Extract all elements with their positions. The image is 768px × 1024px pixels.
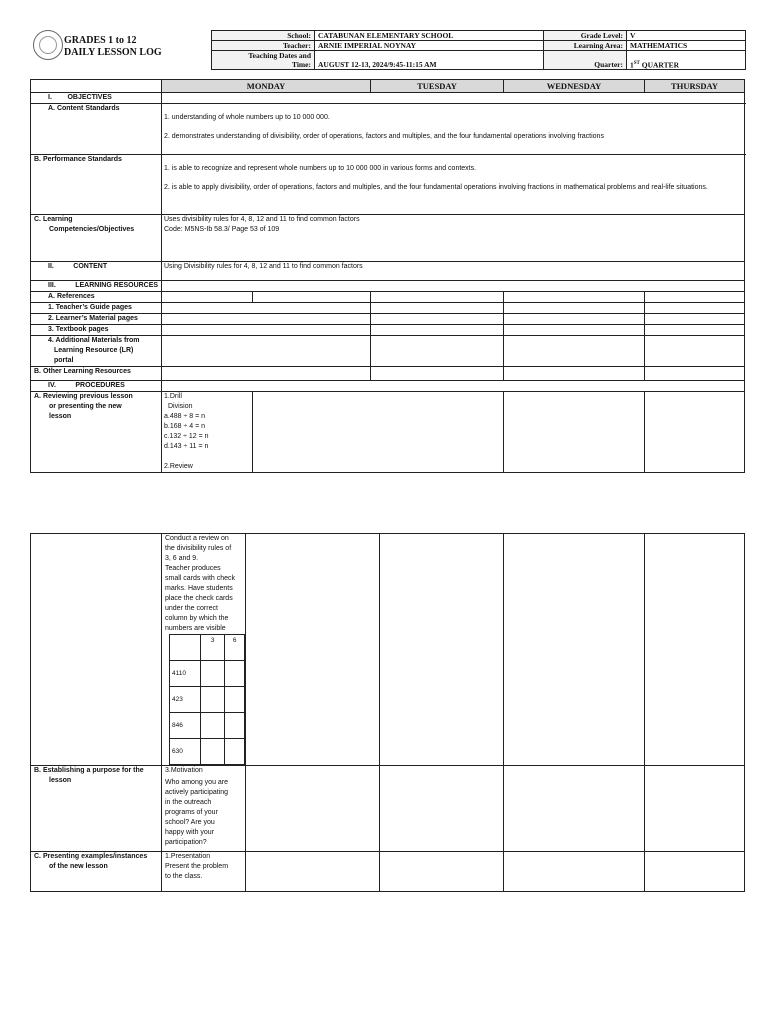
cell [371,303,504,314]
cell [504,766,645,852]
review-line-7: place the check cards [165,595,233,602]
cell [645,367,745,381]
corner-cell [31,80,162,93]
cell [504,336,645,367]
procedures-cell [162,381,745,392]
cell [645,766,745,852]
presentation-line-1: Present the problem [165,863,229,870]
cell [253,392,504,473]
quarter-suffix: ST [633,60,640,66]
establishing-purpose-label [31,766,162,852]
performance-standard-2: 2. is able to apply divisibility, order of operations, factors and multiples, and the four fundamental operations involving fractions in mathematical problems and real-life situations. [164,184,708,191]
cell [645,325,745,336]
objectives-row-cell [162,93,745,104]
review-line-5: small cards with check [165,575,236,582]
performance-standards-cell [162,155,745,215]
divisibility-check-table [169,634,245,765]
monday-presentation-cell [162,852,246,892]
learning-area-value: MATHEMATICS [627,41,746,51]
cell [645,852,745,892]
motivation-line-5: school? Are you [165,819,215,826]
quarter-number: 1 [630,60,634,69]
establishing-label-1: B. Establishing a purpose for the [34,767,144,774]
cell [371,325,504,336]
cell [200,687,225,713]
cell [371,292,504,303]
performance-standard-1: 1. is able to recognize and represent whole numbers up to 10 000 000 in various forms and contexts. [164,165,477,172]
content-standard-2: 2. demonstrates understanding of divisibility, order of operations, factors and multiples, and the four fundamental operations involving fractions [164,133,604,140]
textbook-label: 3. Textbook pages [31,325,162,336]
other-resources-label: B. Other Learning Resources [31,367,162,381]
cell [162,292,253,303]
teachers-guide-label: 1. Teacher’s Guide pages [31,303,162,314]
cell [371,314,504,325]
establishing-label-2: lesson [49,777,72,784]
review-line-1: Conduct a review on [165,535,229,542]
review-line-4: Teacher produces [165,565,221,572]
monday-motivation-cell [162,766,246,852]
cell [380,534,504,766]
teacher-label: Teacher: [212,41,315,51]
content-heading: II. CONTENT [31,262,162,281]
quarter-label: Quarter: [544,51,627,70]
competency-code: Code: M5NS-Ib 58.3/ Page 53 of 109 [164,226,280,233]
cell [504,292,645,303]
review-line-2: the divisibility rules of [165,545,232,552]
title-line-1: GRADES 1 to 12 [64,35,137,46]
cell [246,852,380,892]
motivation-line-7: participation? [165,839,207,846]
competencies-label [31,215,162,262]
deped-seal-inner [39,36,57,54]
monday-drill-cell [162,392,253,473]
performance-standards-label: B. Performance Standards [31,155,162,215]
cell [246,766,380,852]
references-label: A. References [31,292,162,303]
competencies-label-1: C. Learning [34,216,73,223]
content-standards-cell [162,104,745,155]
drill-item-c: c.132 ÷ 12 = n [164,433,209,440]
drill-item-a: a.488 ÷ 8 = n [164,413,206,420]
motivation-line-1: Who among you are [165,779,229,786]
cell [225,661,245,687]
presenting-label-1: C. Presenting examples/instances [34,853,148,860]
reviewing-label-1: A. Reviewing previous lesson [34,393,133,400]
check-header-number [170,635,201,661]
check-row-number: 423 [170,687,201,713]
additional-materials-2: Learning Resource (LR) [54,347,134,354]
cell [504,314,645,325]
cell [504,852,645,892]
content-standards-label: A. Content Standards [31,104,162,155]
motivation-heading: 3.Motivation [165,767,203,774]
check-header-6: 6 [225,635,245,661]
motivation-line-3: in the outreach [165,799,212,806]
lesson-log-table [30,79,745,473]
review-label-cell [31,534,162,766]
cell [200,739,225,765]
quarter-text: QUARTER [639,60,679,69]
cell [380,852,504,892]
cell [246,534,380,766]
review-line-10: numbers are visible [165,625,226,632]
learning-area-label: Learning Area: [544,41,627,51]
additional-materials-3: portal [54,357,74,364]
drill-item-d: d.143 ÷ 11 = n [164,443,209,450]
motivation-line-4: programs of your [165,809,218,816]
competencies-cell [162,215,745,262]
check-header-3: 3 [200,635,225,661]
teaching-dates-label [212,51,315,70]
content-cell: Using Divisibility rules for 4, 8, 12 and 11 to find common factors [162,262,745,281]
cell [253,292,371,303]
cell [371,336,504,367]
cell [371,367,504,381]
quarter-value [627,51,746,70]
check-row-number: 846 [170,713,201,739]
reviewing-label [31,392,162,473]
reviewing-label-2: or presenting the new [49,403,122,410]
check-row-number: 630 [170,739,201,765]
drill-heading: 1.Drill [164,393,182,400]
presenting-label-2: of the new lesson [49,863,108,870]
additional-materials-1: 4. Additional Materials from [48,337,140,344]
learning-resources-heading: III. LEARNING RESOURCES [31,281,162,292]
learning-resources-cell [162,281,745,292]
presentation-line-2: to the class. [165,873,203,880]
lesson-log-table-continued [30,533,745,892]
cell [225,687,245,713]
cell [225,713,245,739]
cell [162,367,371,381]
cell [645,534,745,766]
school-label: School: [212,31,315,41]
monday-review-cell [162,534,246,766]
cell [504,367,645,381]
cell [504,325,645,336]
review-heading: 2.Review [164,463,193,470]
teaching-dates-value: AUGUST 12-13, 2024/9:45-11:15 AM [315,51,544,70]
additional-materials-label [31,336,162,367]
presentation-heading: 1.Presentation [165,853,211,860]
review-line-6: marks. Have students [165,585,233,592]
competencies-label-2: Competencies/Objectives [49,226,135,233]
reviewing-label-3: lesson [49,413,72,420]
teacher-value: ARNIE IMPERIAL NOYNAY [315,41,544,51]
cell [162,314,371,325]
cell [380,766,504,852]
cell [162,325,371,336]
presenting-examples-label [31,852,162,892]
header-info-table [211,30,746,70]
check-row-number: 4110 [170,661,201,687]
cell [504,534,645,766]
day-header-tuesday: TUESDAY [371,80,504,93]
cell [504,303,645,314]
cell [162,303,371,314]
day-header-thursday: THURSDAY [645,80,745,93]
drill-item-b: b.168 ÷ 4 = n [164,423,206,430]
cell [200,661,225,687]
motivation-line-2: actively participating [165,789,229,796]
division-heading: Division [168,403,193,410]
teaching-dates-label-2: Time: [291,60,311,69]
content-standard-1: 1. understanding of whole numbers up to 10 000 000. [164,114,330,121]
teaching-dates-label-1: Teaching Dates and [248,51,311,60]
review-line-3: 3, 6 and 9. [165,555,199,562]
competency-1: Uses divisibility rules for 4, 8, 12 and 11 to find common factors [164,216,360,223]
learners-material-label: 2. Learner’s Material pages [31,314,162,325]
grade-level-value: V [627,31,746,41]
review-line-8: under the correct [165,605,218,612]
cell [645,392,745,473]
cell [645,303,745,314]
cell [645,292,745,303]
cell [200,713,225,739]
motivation-line-6: happy with your [165,829,215,836]
grade-level-label: Grade Level: [544,31,627,41]
cell [645,336,745,367]
cell [225,739,245,765]
cell [645,314,745,325]
day-header-wednesday: WEDNESDAY [504,80,645,93]
cell [162,336,371,367]
title-line-2: DAILY LESSON LOG [64,47,162,58]
procedures-heading: IV. PROCEDURES [31,381,162,392]
day-header-monday: MONDAY [162,80,371,93]
cell [504,392,645,473]
review-line-9: column by which the [165,615,229,622]
school-value: CATABUNAN ELEMENTARY SCHOOL [315,31,544,41]
objectives-heading: I. OBJECTIVES [31,93,162,104]
